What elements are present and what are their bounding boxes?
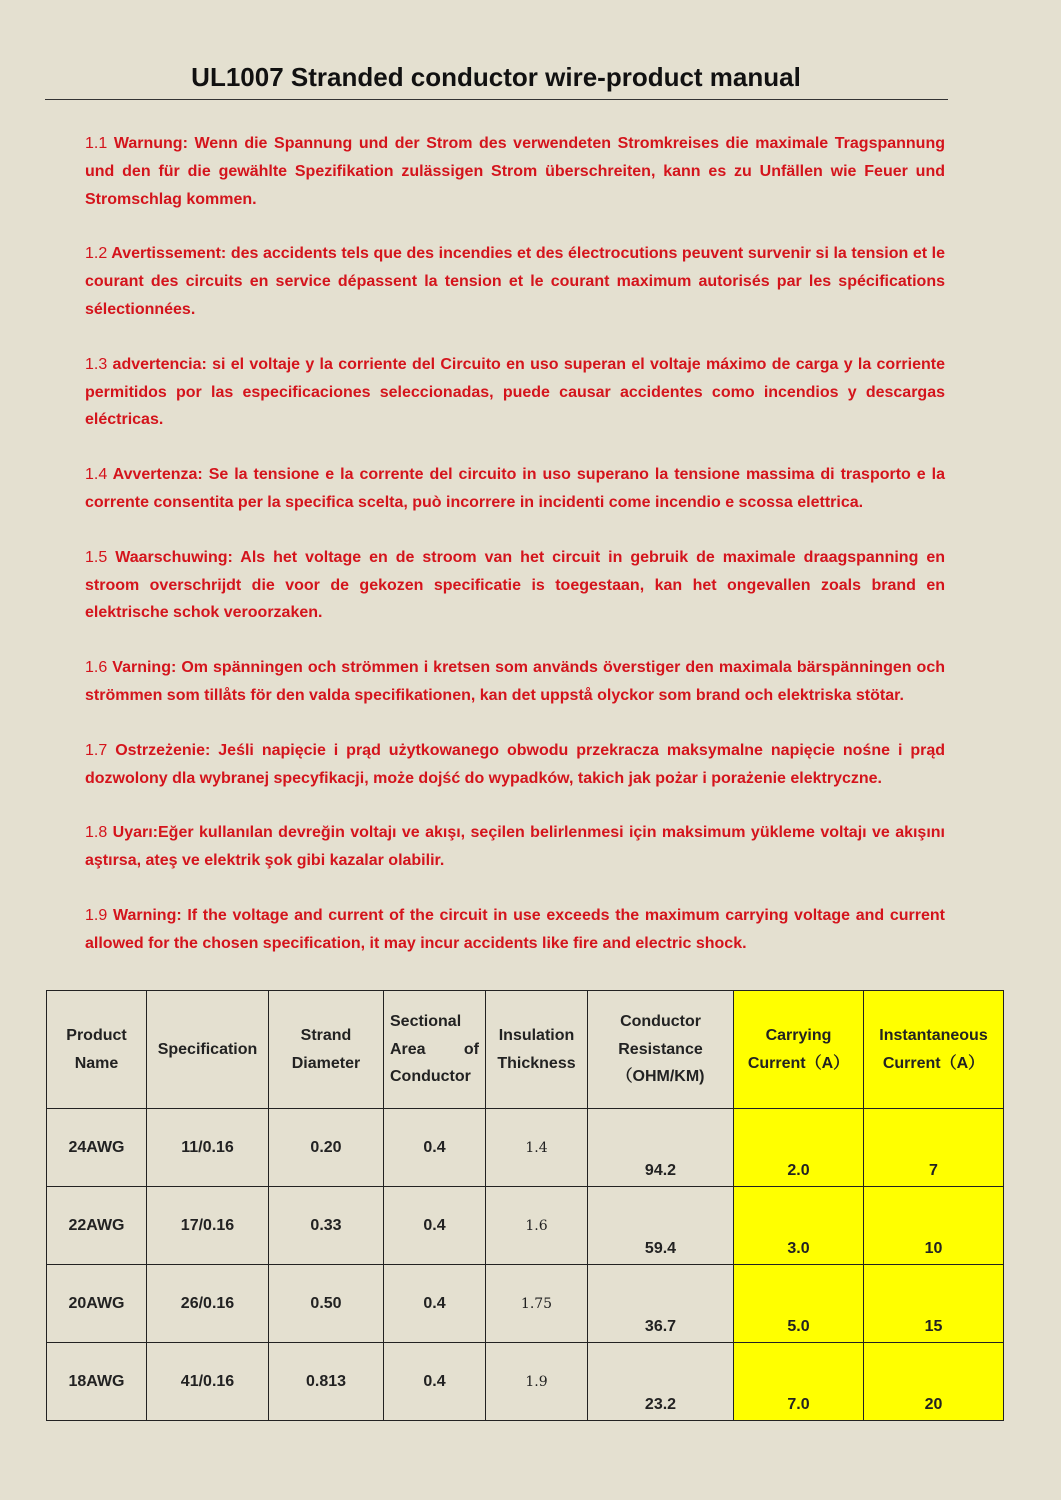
table-row	[47, 1109, 1004, 1187]
warning-number: 1.5	[85, 548, 108, 566]
cell-resistance: 36.7	[588, 1265, 734, 1343]
warning-text: Avertissement: des accidents tels que des incendies et des électrocutions peuvent survenir si la tension et le courant des circuits en service dépassent la tension et le courant maximum autorisés par les spécifications sélectionnées.	[85, 245, 945, 318]
warning-number: 1.2	[85, 245, 108, 263]
header-sectional-area: Sectional Area of Conductor	[384, 991, 486, 1109]
header-product-name: Product Name	[47, 991, 147, 1109]
cell-instantaneous-current: 15	[864, 1265, 1004, 1343]
cell-instantaneous-current: 7	[864, 1109, 1004, 1187]
cell-carrying-current: 5.0	[734, 1265, 864, 1343]
page-title: UL1007 Stranded conductor wire-product manual	[191, 62, 801, 92]
header-instantaneous-current: Instantaneous Current（A）	[864, 991, 1004, 1109]
warning-en	[85, 902, 945, 958]
cell-specification: 26/0.16	[147, 1265, 269, 1343]
cell-sectional-area: 0.4	[384, 1187, 486, 1265]
warning-text: Ostrzeżenie: Jeśli napięcie i prąd użytkowanego obwodu przekracza maksymalne napięcie nośne i prąd dozwolony dla wybranej specyfikacji, może dojść do wypadków, takich jak pożar i porażenie elektryczne.	[85, 741, 946, 787]
warning-number: 1.7	[85, 741, 108, 759]
cell-product-name: 22AWG	[47, 1187, 147, 1265]
cell-resistance: 23.2	[588, 1343, 734, 1421]
warning-nl	[85, 544, 945, 627]
table-row	[47, 1265, 1004, 1343]
cell-instantaneous-current: 10	[864, 1187, 1004, 1265]
cell-product-name: 24AWG	[47, 1109, 147, 1187]
warning-number: 1.1	[85, 135, 108, 152]
warning-pl	[85, 737, 945, 793]
header-specification: Specification	[147, 991, 269, 1109]
cell-insulation: 1.9	[486, 1343, 588, 1421]
warning-text: Warning: If the voltage and current of the circuit in use exceeds the maximum carrying voltage and current allowed for the chosen specification, it may incur accidents like fire and electric shock.	[85, 906, 945, 952]
warning-text: Varning: Om spänningen och strömmen i kretsen som används överstiger den maximala bärspänningen och strömmen som tillåts för den valda specifikationen, kan det uppstå olyckor som brand och elektriska stötar.	[85, 659, 945, 704]
warning-text: Avvertenza: Se la tensione e la corrente del circuito in uso superano la tensione massima di trasporto e la corrente consentita per la specifica scelta, può incorrere in incidenti come incendio e scossa elettrica.	[85, 466, 945, 511]
cell-sectional-area: 0.4	[384, 1343, 486, 1421]
cell-product-name: 20AWG	[47, 1265, 147, 1343]
table-row	[47, 1187, 1004, 1265]
cell-insulation: 1.6	[486, 1187, 588, 1265]
warning-tr	[85, 819, 945, 875]
cell-specification: 11/0.16	[147, 1109, 269, 1187]
warning-it	[85, 461, 945, 517]
header-carrying-current: Carrying Current（A）	[734, 991, 864, 1109]
warning-sv	[85, 654, 945, 710]
header-strand-diameter: Strand Diameter	[269, 991, 384, 1109]
cell-instantaneous-current: 20	[864, 1343, 1004, 1421]
cell-carrying-current: 3.0	[734, 1187, 864, 1265]
cell-sectional-area: 0.4	[384, 1109, 486, 1187]
cell-specification: 17/0.16	[147, 1187, 269, 1265]
warning-number: 1.4	[85, 466, 108, 484]
warning-number: 1.6	[85, 659, 108, 677]
cell-strand-diameter: 0.20	[269, 1109, 384, 1187]
cell-strand-diameter: 0.50	[269, 1265, 384, 1343]
cell-resistance: 94.2	[588, 1109, 734, 1187]
warning-de	[85, 130, 945, 213]
warning-text: Waarschuwing: Als het voltage en de stroom van het circuit in gebruik de maximale draagspanning en stroom overschrijdt die voor de gekozen specificatie is toegestaan, kan het ongevallen zoals brand en elektrische schok veroorzaken.	[85, 548, 945, 622]
cell-carrying-current: 7.0	[734, 1343, 864, 1421]
table-row	[47, 1343, 1004, 1421]
cell-insulation: 1.75	[486, 1265, 588, 1343]
cell-insulation: 1.4	[486, 1109, 588, 1187]
header-insulation-thickness: Insulation Thickness	[486, 991, 588, 1109]
warning-number: 1.8	[85, 824, 108, 842]
warning-text: Uyarı:Eğer kullanılan devreğin voltajı ve akışı, seçilen belirlenmesi için maksimum yükleme voltajı ve akışını aştırsa, ateş ve elektrik şok gibi kazalar olabilir.	[85, 824, 945, 870]
header-conductor-resistance: Conductor Resistance （OHM/KM)	[588, 991, 734, 1109]
cell-resistance: 59.4	[588, 1187, 734, 1265]
cell-carrying-current: 2.0	[734, 1109, 864, 1187]
cell-sectional-area: 0.4	[384, 1265, 486, 1343]
warning-number: 1.9	[85, 906, 108, 924]
cell-strand-diameter: 0.813	[269, 1343, 384, 1421]
warning-number: 1.3	[85, 355, 108, 373]
cell-strand-diameter: 0.33	[269, 1187, 384, 1265]
cell-specification: 41/0.16	[147, 1343, 269, 1421]
warning-fr	[85, 240, 945, 323]
warning-text: advertencia: si el voltaje y la corriente del Circuito en uso superan el voltaje máximo de carga y la corriente permitidos por las especificaciones seleccionadas, puede causar accidentes como incendios y descargas eléctricas.	[85, 355, 945, 429]
cell-product-name: 18AWG	[47, 1343, 147, 1421]
warning-text: Warnung: Wenn die Spannung und der Strom des verwendeten Stromkreises die maximale Tragspannung und den für die gewählte Spezifikation zulässigen Strom überschreiten, kann es zu Unfällen wie Feuer und Stromschlag kommen.	[85, 135, 946, 208]
table-header-row	[47, 991, 1004, 1109]
warnings-list	[85, 130, 945, 985]
warning-es	[85, 351, 945, 434]
title-divider	[45, 99, 948, 100]
spec-table	[46, 990, 1004, 1421]
